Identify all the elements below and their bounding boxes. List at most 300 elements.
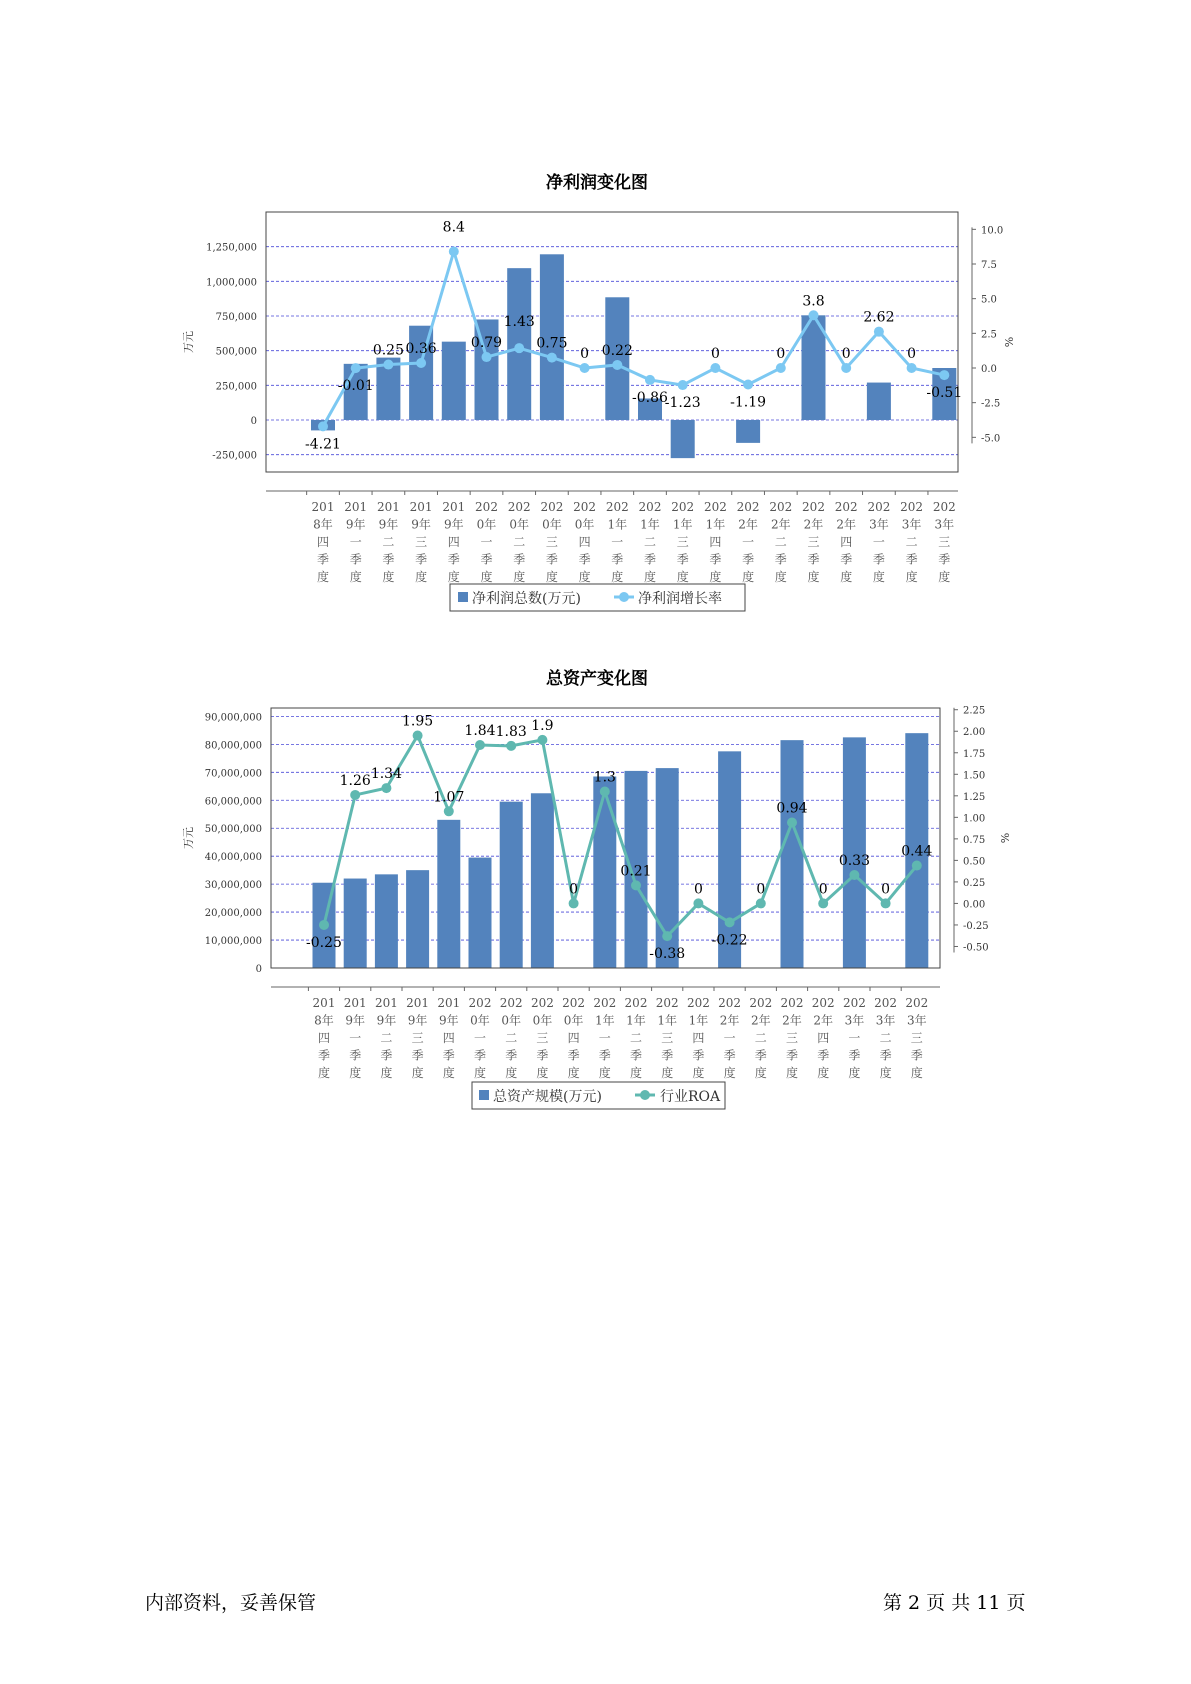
x-tick-label: 度 [709,570,722,584]
x-tick-label: 二 [905,535,918,549]
y-tick-label: 50,000,000 [204,824,262,836]
x-tick-label: 201 [376,500,400,514]
x-tick-label: 202 [905,996,929,1010]
x-tick-label: 0年 [476,517,497,532]
bar [867,383,891,420]
line-point [841,363,851,373]
x-tick-label: 2年 [719,1013,740,1028]
data-label: 8.4 [442,219,465,236]
line-point [756,898,766,908]
line-point [475,740,485,750]
x-tick-label: 季 [692,1048,705,1063]
x-tick-label: 201 [343,996,367,1010]
data-label: 1.07 [433,789,465,806]
legend-label-bars: 净利润总数(万元) [472,591,581,607]
x-tick-label: 1年 [640,517,660,532]
data-label: 1.83 [495,723,527,740]
bar [437,820,460,968]
x-tick-label: 四 [840,535,853,549]
x-tick-label: 季 [578,552,591,567]
x-tick-label: 1年 [672,517,693,532]
x-tick-label: 三 [415,535,428,549]
y2-tick-label: 0.50 [963,856,986,868]
x-tick-label: 季 [879,1048,892,1063]
x-tick-label: 9年 [376,1013,397,1028]
x-tick-label: 2年 [770,517,791,532]
data-label: 0.75 [536,335,568,352]
x-tick-label: 9年 [443,517,464,532]
bar [671,420,695,458]
x-tick-label: 202 [842,996,866,1010]
data-label: 0 [580,346,590,362]
x-tick-label: 202 [638,500,662,514]
x-tick-label: 三 [785,1031,799,1045]
legend-line-marker [640,1090,650,1100]
line-point [849,870,859,880]
line-point [776,363,786,373]
bar [531,793,554,968]
x-tick-label: 度 [785,1066,799,1080]
line-point [318,421,328,431]
x-tick-label: 一 [480,535,493,549]
data-label: 0.94 [776,800,808,817]
data-label: 1.95 [402,713,434,730]
data-label: 0.79 [470,335,503,352]
x-tick-label: 1年 [657,1013,678,1028]
x-tick-label: 一 [349,535,362,549]
x-tick-label: 三 [536,1031,549,1045]
x-tick-label: 3年 [906,1013,927,1028]
x-tick-label: 度 [415,570,428,584]
x-tick-label: 二 [382,535,395,549]
x-tick-label: 度 [598,1066,611,1080]
y-axis-label: 万元 [182,331,195,353]
y-tick-label: 80,000,000 [204,740,262,752]
y2-axis-label: % [999,832,1012,844]
y-tick-label: 90,000,000 [204,712,262,724]
line-point [416,358,426,368]
x-tick-label: 度 [513,570,526,584]
data-label: -0.86 [632,389,668,406]
x-tick-label: 度 [611,570,624,584]
x-tick-label: 2年 [750,1013,771,1028]
y-axis-left [205,712,262,975]
line-point [449,247,459,257]
bar [344,879,367,968]
y-tick-label: 60,000,000 [204,796,262,808]
line-point [600,787,610,797]
x-tick-label: 二 [629,1031,643,1045]
x-tick-label: 三 [910,1031,923,1045]
x-tick-label: 201 [437,996,461,1010]
y2-tick-label: 10.0 [981,225,1004,237]
line-point [381,783,391,793]
data-label: -0.01 [337,378,374,395]
x-tick-label: 度 [317,1066,331,1080]
data-label: 0.22 [601,342,633,359]
x-tick-label: 季 [848,1048,861,1063]
x-tick-label: 季 [774,552,787,567]
data-labels [305,220,962,453]
x-tick-label: 季 [473,1048,487,1063]
x-tick-label: 度 [848,1066,861,1080]
footer-page-number: 第 2 页 共 11 页 [883,1592,1026,1614]
data-label: 0.44 [901,843,933,860]
data-label: 0 [881,881,891,898]
x-tick-label: 度 [505,1066,518,1080]
legend-label-line: 行业ROA [660,1089,721,1105]
x-axis [266,491,958,584]
x-tick-label: 三 [938,535,951,549]
x-tick-label: 度 [742,570,755,584]
data-label: -1.19 [730,394,767,411]
x-tick-label: 0年 [574,517,595,532]
x-tick-label: 度 [447,570,460,584]
x-tick-label: 季 [785,1048,799,1063]
bar [442,342,466,420]
x-tick-label: 202 [530,996,554,1010]
x-tick-label: 度 [473,1066,487,1080]
x-tick-label: 度 [910,1066,923,1080]
x-tick-label: 度 [545,570,558,584]
x-tick-label: 度 [840,570,853,584]
x-tick-label: 度 [723,1066,736,1080]
y2-tick-label: 1.75 [963,748,986,760]
x-tick-label: 度 [316,570,330,584]
x-tick-label: 度 [380,1066,393,1080]
x-tick-label: 201 [344,500,368,514]
x-tick-label: 201 [406,996,430,1010]
x-tick-label: 2年 [782,1013,802,1028]
x-tick-label: 202 [499,996,523,1010]
x-tick-label: 一 [848,1031,861,1045]
x-tick-label: 一 [872,535,885,549]
bar [500,802,523,968]
y-tick-label: 40,000,000 [204,852,262,864]
y-tick-label: 70,000,000 [204,768,262,780]
x-tick-label: 2年 [738,517,758,532]
x-tick-label: 202 [780,996,804,1010]
x-tick-label: 1年 [705,517,726,532]
data-label: 0 [710,346,720,362]
x-tick-label: 季 [709,552,722,567]
x-tick-label: 季 [415,552,428,567]
x-tick-label: 202 [769,500,793,514]
x-tick-label: 季 [536,1048,549,1063]
x-tick-label: 度 [536,1066,549,1080]
data-label: 0 [818,881,828,898]
x-tick-label: 201 [442,500,466,514]
x-tick-label: 季 [807,552,820,567]
x-tick-label: 度 [817,1066,830,1080]
bar [469,858,492,968]
data-label: 0.25 [372,342,404,359]
y2-tick-label: 0.00 [963,899,986,911]
x-tick-label: 三 [807,535,820,549]
x-tick-label: 9年 [407,1013,428,1028]
x-tick-label: 季 [567,1048,580,1063]
footer-confidential-note: 内部资料，妥善保管 [145,1592,317,1614]
x-tick-label: 季 [447,552,460,567]
x-tick-label: 度 [905,570,918,584]
chart-title: 净利润变化图 [546,173,648,193]
data-label: 1.34 [370,766,402,783]
y2-tick-label: 2.5 [981,329,997,341]
line-point [874,327,884,337]
legend-label-bars: 总资产规模(万元) [493,1089,602,1105]
x-tick-label: 0年 [470,1013,490,1028]
x-tick-label: 季 [676,552,689,567]
line-point [351,363,361,373]
y-tick-label: 1,000,000 [206,277,257,289]
x-tick-label: 度 [567,1066,580,1080]
x-tick-label: 1年 [594,1013,615,1028]
x-tick-label: 一 [742,535,755,549]
x-tick-label: 3年 [844,1013,865,1028]
line-point [912,861,922,871]
legend-line-marker [619,592,629,602]
x-tick-label: 2年 [813,1013,834,1028]
line-point [881,898,891,908]
x-tick-label: 季 [411,1048,424,1063]
data-label: -0.51 [926,385,963,402]
y-tick-label: -250,000 [212,450,257,462]
x-tick-label: 202 [749,996,773,1010]
x-tick-label: 季 [905,552,918,567]
x-tick-label: 0年 [563,1013,584,1028]
x-tick-label: 202 [562,996,586,1010]
y-tick-label: 750,000 [215,312,257,323]
x-tick-label: 一 [723,1031,736,1045]
y2-tick-label: -5.0 [981,433,1001,445]
y-axis-right [972,225,1003,444]
x-tick-label: 二 [380,1031,393,1045]
data-label: 3.8 [802,293,825,310]
data-label: 0.33 [838,853,870,870]
legend-bar-swatch [479,1090,489,1100]
y2-tick-label: -0.50 [963,942,989,954]
y-tick-label: 10,000,000 [204,936,262,948]
line-point [537,735,547,745]
x-tick-label: 202 [736,500,760,514]
x-tick-label: 二 [774,535,787,549]
x-tick-label: 季 [661,1048,674,1063]
x-tick-label: 季 [643,552,657,567]
line-point [939,370,949,380]
x-tick-label: 四 [817,1031,830,1045]
x-tick-label: 202 [811,996,835,1010]
x-tick-label: 季 [611,552,624,567]
legend [450,584,745,611]
legend-bar-swatch [458,592,468,602]
x-tick-label: 202 [900,500,924,514]
line-point [645,375,655,385]
x-tick-label: 201 [409,500,433,514]
line-point [319,920,329,930]
data-label: -0.38 [649,946,686,963]
data-label: 1.43 [503,314,535,331]
data-label: -0.25 [306,934,342,951]
x-tick-label: 季 [349,1048,362,1063]
data-label: 0 [756,881,766,898]
x-tick-label: 2年 [803,517,824,532]
data-label: 0 [907,346,917,362]
x-tick-label: 202 [475,500,498,514]
x-tick-label: 季 [629,1048,643,1063]
line-point [631,880,641,890]
x-tick-label: 二 [879,1031,892,1045]
bar [736,420,760,443]
x-tick-label: 201 [374,996,398,1010]
x-tick-label: 度 [349,1066,362,1080]
x-tick-label: 一 [598,1031,611,1045]
x-tick-label: 季 [840,552,853,567]
x-tick-label: 202 [540,500,564,514]
y-tick-label: 500,000 [215,346,257,358]
line-point [482,352,492,362]
bar-series [313,733,929,968]
y2-tick-label: 7.5 [981,260,997,271]
y2-tick-label: 5.0 [981,294,997,306]
x-tick-label: 季 [598,1048,611,1063]
x-tick-label: 202 [718,996,742,1010]
x-tick-label: 四 [317,1031,331,1045]
line-point [350,790,360,800]
line-point [787,818,797,828]
x-tick-label: 季 [380,1048,393,1063]
x-tick-label: 9年 [411,517,431,532]
x-tick-label: 度 [411,1066,424,1080]
x-tick-label: 度 [480,570,493,584]
x-tick-label: 3年 [875,1013,896,1028]
x-tick-label: 二 [513,535,526,549]
x-tick-label: 3年 [901,517,922,532]
x-tick-label: 202 [605,500,629,514]
x-tick-label: 三 [661,1031,674,1045]
y-tick-label: 0 [255,964,262,975]
y2-tick-label: 2.25 [963,705,986,717]
x-tick-label: 四 [709,535,722,549]
x-tick-label: 季 [480,552,493,567]
x-tick-label: 三 [676,535,689,549]
x-tick-label: 201 [311,500,335,514]
y2-tick-label: 0.75 [963,834,986,846]
bar [593,776,616,968]
x-tick-label: 季 [817,1048,830,1063]
bar [375,874,398,968]
x-axis [271,987,940,1080]
x-tick-label: 度 [382,570,395,584]
line-point [710,363,720,373]
y-axis-left [206,243,257,462]
x-tick-label: 202 [874,996,898,1010]
x-tick-label: 季 [349,552,362,567]
x-tick-label: 度 [349,570,362,584]
x-tick-label: 202 [703,500,727,514]
data-label: 0 [569,881,579,898]
x-tick-label: 202 [507,500,531,514]
x-tick-label: 一 [473,1031,487,1045]
x-tick-label: 度 [643,570,657,584]
y2-axis-label: % [1003,336,1016,348]
x-tick-label: 9年 [345,1013,366,1028]
x-tick-label: 季 [545,552,558,567]
x-tick-label: 季 [742,552,755,567]
x-tick-label: 季 [938,552,951,567]
legend-label-line: 净利润增长率 [638,591,722,607]
x-tick-label: 度 [629,1066,643,1080]
x-tick-label: 四 [442,1031,455,1045]
y-tick-label: 30,000,000 [204,880,262,892]
y-axis-label: 万元 [182,827,195,849]
x-tick-label: 季 [382,552,395,567]
x-tick-label: 度 [807,570,820,584]
data-label: 1.9 [531,717,554,734]
bar [406,870,429,968]
net-profit-chart [182,172,1016,611]
legend [472,1082,725,1109]
x-tick-label: 度 [442,1066,455,1080]
line-point [907,363,917,373]
data-label: 2.62 [863,309,895,326]
y2-tick-label: -2.5 [981,398,1001,410]
line-point [612,360,622,370]
total-assets-chart [182,668,1012,1109]
x-tick-label: 9年 [378,517,399,532]
line-point [743,380,753,390]
data-label: -4.21 [305,436,341,453]
x-tick-label: 8年 [313,517,333,532]
x-tick-label: 二 [754,1031,767,1045]
x-tick-label: 0年 [532,1013,553,1028]
x-tick-label: 四 [578,535,591,549]
x-tick-label: 202 [671,500,695,514]
x-tick-label: 202 [655,996,679,1010]
data-label: 1.26 [339,772,371,789]
y2-tick-label: -0.25 [963,920,989,932]
y2-tick-label: 2.00 [963,727,986,739]
x-tick-label: 202 [573,500,597,514]
data-label: 0.36 [405,341,437,358]
y2-tick-label: 1.25 [963,791,986,803]
x-tick-label: 度 [774,570,787,584]
x-tick-label: 8年 [314,1013,334,1028]
y-tick-label: 250,000 [215,381,257,393]
x-tick-label: 季 [910,1048,923,1063]
data-label: 0.21 [620,863,652,880]
x-tick-label: 度 [879,1066,892,1080]
x-tick-label: 二 [505,1031,518,1045]
x-tick-label: 四 [567,1031,580,1045]
y2-tick-label: 1.50 [963,770,986,782]
x-tick-label: 季 [513,552,526,567]
line-point [514,343,524,353]
x-tick-label: 季 [316,552,330,567]
x-tick-label: 度 [692,1066,705,1080]
x-tick-label: 202 [686,996,710,1010]
line-point [506,741,516,751]
x-tick-label: 2年 [836,517,857,532]
x-tick-label: 202 [834,500,858,514]
x-tick-label: 0年 [501,1013,522,1028]
x-tick-label: 1年 [626,1013,646,1028]
x-tick-label: 四 [692,1031,705,1045]
x-tick-label: 三 [545,535,558,549]
x-tick-label: 季 [872,552,885,567]
line-point [580,363,590,373]
line-point [818,898,828,908]
x-tick-label: 0年 [509,517,530,532]
